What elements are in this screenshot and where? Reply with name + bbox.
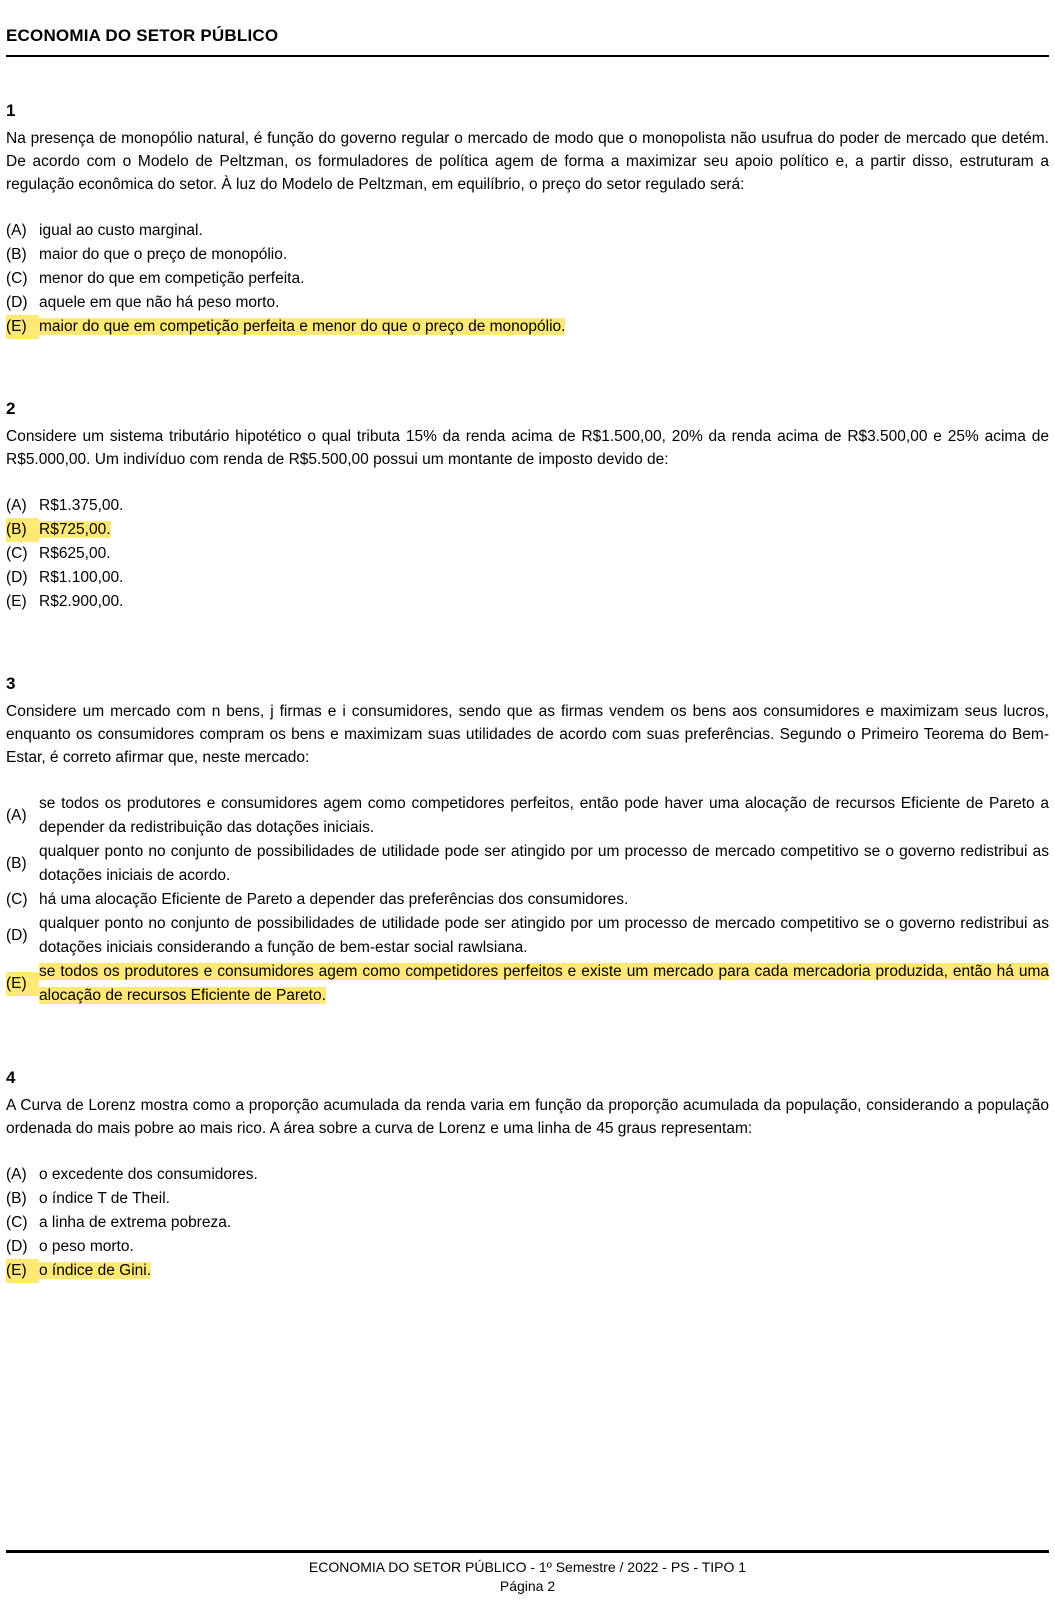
- option-text-cell: [39, 912, 1049, 960]
- question-4: [6, 1068, 1049, 1283]
- option-text: qualquer ponto no conjunto de possibilidades de utilidade pode ser atingido por um processo de mercado competitivo se o governo redistribui as dotações iniciais de acordo.: [39, 843, 1049, 884]
- option-c: [6, 267, 1049, 291]
- option-label: (C): [6, 1214, 28, 1231]
- page-footer: [6, 1550, 1049, 1596]
- option-text-cell: [39, 792, 1049, 840]
- page-header: [6, 26, 1049, 57]
- option-d: [6, 566, 1049, 590]
- option-text: R$2.900,00.: [39, 593, 124, 610]
- option-a: [6, 792, 1049, 840]
- option-a: [6, 219, 1049, 243]
- option-label: (D): [6, 927, 28, 944]
- option-text: R$725,00.: [39, 521, 111, 538]
- option-label: (E): [6, 315, 39, 339]
- option-d: [6, 1235, 1049, 1259]
- option-text: R$1.375,00.: [39, 497, 124, 514]
- option-text: há uma alocação Eficiente de Pareto a depender das preferências dos consumidores.: [39, 891, 629, 908]
- option-e: [6, 590, 1049, 614]
- option-text-cell: [39, 590, 1049, 614]
- option-b: [6, 518, 1049, 542]
- option-e: [6, 960, 1049, 1008]
- option-text-cell: [39, 494, 1049, 518]
- options-list: [6, 792, 1049, 1008]
- option-label: (E): [6, 972, 39, 996]
- option-text: maior do que em competição perfeita e menor do que o preço de monopólio.: [39, 318, 566, 335]
- option-label: (D): [6, 294, 28, 311]
- option-b: [6, 1187, 1049, 1211]
- question-2: [6, 399, 1049, 614]
- option-c: [6, 888, 1049, 912]
- option-text: a linha de extrema pobreza.: [39, 1214, 232, 1231]
- option-text: qualquer ponto no conjunto de possibilidades de utilidade pode ser atingido por um processo de mercado competitivo se o governo redistribui as dotações iniciais considerando a função de bem-estar social rawlsiana.: [39, 915, 1049, 956]
- option-label: (E): [6, 1259, 39, 1283]
- option-text-cell: [39, 267, 1049, 291]
- option-text: aquele em que não há peso morto.: [39, 294, 280, 311]
- option-text: o índice T de Theil.: [39, 1190, 170, 1207]
- option-text-cell: [39, 566, 1049, 590]
- question-number: 3: [6, 674, 16, 693]
- footer-divider: [6, 1550, 1049, 1553]
- option-label: (A): [6, 222, 27, 239]
- option-a: [6, 1163, 1049, 1187]
- option-label: (C): [6, 545, 28, 562]
- option-text-cell: [39, 960, 1049, 1008]
- option-text-cell: [39, 1163, 1049, 1187]
- option-text: R$1.100,00.: [39, 569, 124, 586]
- option-label: (B): [6, 855, 27, 872]
- option-text-cell: [39, 315, 1049, 339]
- option-text: o índice de Gini.: [39, 1262, 152, 1279]
- option-text-cell: [39, 542, 1049, 566]
- question-1: [6, 101, 1049, 339]
- option-text-cell: [39, 840, 1049, 888]
- question-text: Considere um sistema tributário hipotético o qual tributa 15% da renda acima de R$1.500,00, 20% da renda acima de R$3.500,00 e 25% acima de R$5.000,00. Um indivíduo com renda de R$5.500,00 possui um montante de imposto devido de:: [6, 428, 1049, 468]
- option-label: (C): [6, 891, 28, 908]
- option-text: se todos os produtores e consumidores agem como competidores perfeitos, então pode haver uma alocação de recursos Eficiente de Pareto a depender da redistribuição das dotações iniciais.: [39, 795, 1049, 836]
- option-b: [6, 243, 1049, 267]
- options-list: [6, 1163, 1049, 1283]
- option-label: (D): [6, 1238, 28, 1255]
- option-b: [6, 840, 1049, 888]
- question-number: 4: [6, 1068, 16, 1087]
- page-title: ECONOMIA DO SETOR PÚBLICO: [6, 26, 279, 45]
- option-a: [6, 494, 1049, 518]
- question-3: [6, 674, 1049, 1008]
- options-list: [6, 494, 1049, 614]
- document-body: [6, 57, 1049, 1283]
- question-number: 1: [6, 101, 16, 120]
- option-e: [6, 1259, 1049, 1283]
- option-d: [6, 912, 1049, 960]
- option-text: o peso morto.: [39, 1238, 134, 1255]
- option-label: (B): [6, 518, 39, 542]
- option-text-cell: [39, 1211, 1049, 1235]
- question-text: Considere um mercado com n bens, j firmas e i consumidores, sendo que as firmas vendem os bens aos consumidores e maximizam seus lucros, enquanto os consumidores compram os bens e maximizam suas utilidades de acordo com suas preferências. Segundo o Primeiro Teorema do Bem-Estar, é correto afirmar que, neste mercado:: [6, 703, 1049, 766]
- option-text: o excedente dos consumidores.: [39, 1166, 258, 1183]
- option-label: (A): [6, 497, 27, 514]
- option-text: igual ao custo marginal.: [39, 222, 203, 239]
- option-text: R$625,00.: [39, 545, 111, 562]
- question-number: 2: [6, 399, 16, 418]
- option-label: (D): [6, 569, 28, 586]
- footer-title: ECONOMIA DO SETOR PÚBLICO - 1º Semestre / 2022 - PS - TIPO 1: [308, 1559, 747, 1575]
- option-text: menor do que em competição perfeita.: [39, 270, 305, 287]
- option-e: [6, 315, 1049, 339]
- options-list: [6, 219, 1049, 339]
- option-text-cell: [39, 291, 1049, 315]
- question-text: Na presença de monopólio natural, é função do governo regular o mercado de modo que o monopolista não usufrua do poder de mercado que detém. De acordo com o Modelo de Peltzman, os formuladores de política agem de forma a maximizar seu apoio político e, a partir disso, estruturam a regulação econômica do setor. À luz do Modelo de Peltzman, em equilíbrio, o preço do setor regulado será:: [6, 130, 1049, 193]
- option-c: [6, 542, 1049, 566]
- option-label: (A): [6, 807, 27, 824]
- option-text-cell: [39, 243, 1049, 267]
- option-text-cell: [39, 1259, 1049, 1283]
- option-label: (E): [6, 593, 27, 610]
- option-label: (A): [6, 1166, 27, 1183]
- option-text: se todos os produtores e consumidores agem como competidores perfeitos e existe um mercado para cada mercadoria produzida, então há uma alocação de recursos Eficiente de Pareto.: [39, 963, 1049, 1004]
- option-text-cell: [39, 888, 1049, 912]
- option-text-cell: [39, 518, 1049, 542]
- option-label: (B): [6, 1190, 27, 1207]
- option-text: maior do que o preço de monopólio.: [39, 246, 288, 263]
- option-text-cell: [39, 219, 1049, 243]
- question-text: A Curva de Lorenz mostra como a proporção acumulada da renda varia em função da proporção acumulada da população, considerando a população ordenada do mais pobre ao mais rico. A área sobre a curva de Lorenz e uma linha de 45 graus representam:: [6, 1097, 1049, 1137]
- footer-page-number: Página 2: [499, 1578, 556, 1594]
- option-label: (B): [6, 246, 27, 263]
- option-c: [6, 1211, 1049, 1235]
- option-text-cell: [39, 1187, 1049, 1211]
- option-d: [6, 291, 1049, 315]
- option-label: (C): [6, 270, 28, 287]
- option-text-cell: [39, 1235, 1049, 1259]
